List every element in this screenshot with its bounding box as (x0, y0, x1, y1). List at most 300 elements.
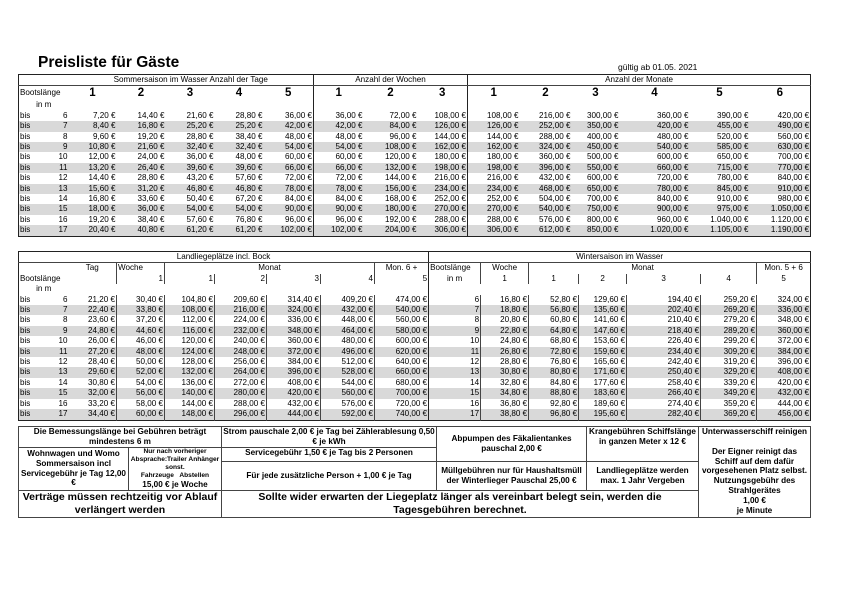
table-row (19, 132, 811, 142)
price-cell: 76,80 € (529, 357, 579, 367)
winter-length-unit: in m (429, 274, 481, 284)
price-cell: 32,00 € (69, 388, 117, 398)
row-prefix: bis (19, 163, 39, 173)
price-cell: 10,80 € (69, 142, 117, 152)
note-eigner-unit: je Minute (736, 505, 773, 515)
price-cell: 38,40 € (137, 214, 165, 224)
price-cell: 700,00 € (586, 194, 619, 204)
col-day-2: 2 (137, 87, 145, 100)
price-cell: 21,60 € (186, 110, 214, 120)
price-cell: 444,00 € (267, 409, 321, 420)
price-cell: 33,60 € (137, 194, 165, 204)
table-row (19, 367, 811, 377)
row-prefix: bis (20, 336, 31, 346)
land-sub-col: 3 (267, 274, 321, 284)
price-cell: 153,60 € (579, 336, 627, 346)
price-cell: 36,00 € (186, 152, 214, 162)
price-cell: 288,00 € (434, 214, 466, 224)
price-cell: 67,20 € (235, 194, 263, 204)
price-cell: 88,80 € (529, 388, 579, 398)
note-kran: Krangebühren Schiffslänge in ganzen Meter x 12 € (587, 427, 699, 462)
row-prefix: bis (20, 152, 31, 162)
price-cell: 540,00 € (520, 204, 572, 214)
price-cell: 28,80 € (186, 131, 214, 141)
price-cell: 528,00 € (321, 367, 375, 377)
price-cell: 52,80 € (529, 295, 579, 305)
price-cell: 372,00 € (267, 347, 321, 357)
price-cell: 198,00 € (418, 163, 468, 173)
price-cell: 900,00 € (620, 204, 690, 214)
summer-days-header: Sommersaison im Wasser Anzahl der Tage (69, 75, 314, 86)
row-length: 9 (429, 326, 481, 336)
price-cell: 202,40 € (627, 305, 701, 315)
table-row (19, 184, 811, 194)
price-cell: 90,00 € (314, 204, 364, 214)
col-month-6: 6 (776, 87, 783, 100)
price-cell: 38,40 € (235, 131, 263, 141)
price-cell: 78,00 € (264, 184, 314, 194)
price-cell: 23,60 € (87, 315, 115, 325)
price-cell: 620,00 € (375, 347, 429, 357)
price-cell: 26,40 € (117, 163, 166, 173)
price-cell: 329,20 € (701, 367, 757, 377)
price-cell: 975,00 € (690, 204, 750, 214)
price-cell: 34,40 € (69, 409, 117, 420)
row-length: 10 (58, 152, 68, 162)
price-cell: 630,00 € (750, 142, 811, 152)
price-cell: 210,40 € (627, 315, 701, 325)
price-cell: 306,00 € (418, 225, 468, 236)
price-cell: 42,00 € (264, 121, 314, 131)
note-landlieger: Landliegeplätze werden max. 1 Jahr Vergeben (587, 462, 699, 490)
price-cell: 216,00 € (468, 173, 520, 183)
price-cell: 144,00 € (165, 399, 215, 409)
price-cell: 700,00 € (777, 152, 810, 162)
winter-month56-header: Mon. 5 + 6 (757, 263, 811, 274)
price-cell: 48,00 € (117, 347, 165, 357)
price-cell: 576,00 € (321, 399, 375, 409)
price-cell: 324,00 € (520, 142, 572, 152)
note-muell: Müllgebühren nur für Haushaltsmüll der Winterlieger Pauschal 25,00 € (437, 462, 587, 490)
winter-sub-col: 1 (481, 274, 529, 284)
price-cell: 256,00 € (215, 357, 267, 367)
col-month-2: 2 (542, 87, 549, 100)
note-bemessung: Die Bemessungslänge bei Gebühren beträgt mindestens 6 m (19, 427, 222, 448)
price-cell: 13,20 € (69, 163, 117, 173)
table-row (19, 163, 811, 173)
price-cell: 60,00 € (117, 409, 165, 420)
row-prefix: bis (19, 347, 39, 357)
price-cell: 1.040,00 € (710, 214, 749, 224)
price-cell: 1.105,00 € (690, 225, 750, 236)
length-unit: in m (36, 100, 52, 110)
price-cell: 289,20 € (701, 326, 757, 336)
price-cell: 432,00 € (321, 305, 375, 315)
price-cell: 124,00 € (165, 347, 215, 357)
price-cell: 496,00 € (321, 347, 375, 357)
price-cell: 252,00 € (434, 194, 466, 204)
price-cell: 61,20 € (166, 225, 215, 236)
row-length: 13 (39, 184, 69, 194)
price-cell: 32,40 € (215, 142, 264, 152)
table-row (19, 357, 811, 367)
row-length: 16 (58, 398, 68, 408)
price-cell: 269,20 € (701, 305, 757, 315)
price-cell: 30,80 € (87, 377, 115, 387)
price-cell: 168,00 € (384, 194, 417, 204)
price-cell: 408,00 € (267, 378, 321, 388)
table-row (19, 399, 811, 409)
price-cell: 46,80 € (166, 184, 215, 194)
price-cell: 980,00 € (777, 194, 810, 204)
winter-sub-col: 3 (627, 274, 701, 284)
price-cell: 52,00 € (117, 367, 165, 377)
price-cell: 195,60 € (579, 409, 627, 420)
price-cell: 20,40 € (69, 225, 117, 236)
note-unterwasser-title: Unterwasserschiff reinigen (701, 427, 808, 436)
price-cell: 360,00 € (538, 152, 571, 162)
price-cell: 480,00 € (321, 336, 375, 346)
price-cell: 339,20 € (701, 378, 757, 388)
price-cell: 288,00 € (538, 131, 571, 141)
row-length: 13 (429, 367, 481, 377)
price-cell: 26,00 € (87, 336, 115, 346)
row-prefix: bis (20, 173, 31, 183)
note-fahrzeuge: Fahrzeuge (140, 471, 174, 479)
price-cell: 270,00 € (418, 204, 468, 214)
price-cell: 770,00 € (750, 163, 811, 173)
row-prefix: bis (19, 367, 39, 377)
price-cell: 432,00 € (757, 388, 811, 398)
price-cell: 116,00 € (165, 326, 215, 336)
row-length: 12 (58, 173, 68, 183)
land-sub-col: 2 (215, 274, 267, 284)
price-cell: 54,00 € (215, 204, 264, 214)
row-prefix: bis (19, 409, 39, 420)
price-cell: 504,00 € (538, 194, 571, 204)
price-cell: 46,00 € (117, 336, 165, 346)
price-cell: 248,00 € (215, 347, 267, 357)
price-cell: 28,80 € (481, 357, 529, 367)
price-cell: 288,00 € (215, 399, 267, 409)
price-cell: 270,00 € (468, 204, 520, 214)
row-prefix: bis (19, 142, 39, 152)
price-cell: 274,40 € (627, 399, 701, 409)
price-cell: 252,00 € (520, 121, 572, 131)
price-cell: 384,00 € (267, 357, 321, 367)
row-length: 11 (39, 347, 69, 357)
row-length: 7 (39, 305, 69, 315)
price-cell: 24,80 € (481, 336, 529, 346)
row-prefix: bis (20, 194, 31, 204)
price-cell: 28,80 € (137, 173, 165, 183)
price-cell: 183,60 € (579, 388, 627, 398)
col-month-4: 4 (651, 87, 658, 100)
note-eigner-text: Der Eigner reinigt das Schiff auf dem dafür vorgesehenen Platz selbst. Nutzungsgebühr des Strahlgerätes (701, 446, 808, 495)
row-length: 6 (62, 294, 68, 304)
price-cell: 348,00 € (757, 315, 811, 325)
row-length: 17 (39, 409, 69, 420)
price-cell: 50,00 € (117, 357, 165, 367)
table-row (19, 409, 811, 420)
price-cell: 800,00 € (586, 214, 619, 224)
table-row (19, 152, 811, 162)
table-row (19, 215, 811, 225)
winter-sub-col: 5 (757, 274, 811, 284)
price-cell: 396,00 € (757, 357, 811, 367)
price-cell: 128,00 € (165, 357, 215, 367)
land-sub-col: 5 (375, 274, 429, 284)
price-cell: 90,00 € (264, 204, 314, 214)
row-length: 15 (39, 388, 69, 398)
row-length: 9 (39, 326, 69, 336)
price-cell: 37,20 € (117, 315, 165, 325)
row-prefix: bis (19, 225, 39, 236)
note-abstellen: Abstellen (179, 471, 210, 479)
row-length: 17 (429, 409, 481, 420)
col-month-5: 5 (716, 87, 723, 100)
price-cell: 19,20 € (137, 131, 165, 141)
price-cell: 324,00 € (267, 305, 321, 315)
row-length: 8 (62, 315, 68, 325)
price-cell: 299,20 € (701, 336, 757, 346)
price-cell: 840,00 € (656, 194, 689, 204)
price-cell: 30,40 € (117, 295, 165, 305)
price-cell: 9,60 € (92, 131, 116, 141)
col-week-1: 1 (314, 86, 364, 101)
price-cell: 180,00 € (364, 204, 418, 214)
price-cell: 232,00 € (215, 326, 267, 336)
price-cell: 280,00 € (215, 388, 267, 398)
price-cell: 96,00 € (284, 214, 312, 224)
price-cell: 16,80 € (481, 295, 529, 305)
price-cell: 96,80 € (529, 409, 579, 420)
price-cell: 720,00 € (656, 173, 689, 183)
price-cell: 72,80 € (529, 347, 579, 357)
price-cell: 148,00 € (165, 409, 215, 420)
row-length: 11 (429, 347, 481, 357)
price-cell: 234,00 € (468, 184, 520, 194)
price-cell: 600,00 € (586, 173, 619, 183)
winter-month-header: Monat (529, 263, 757, 274)
price-cell: 7,20 € (92, 110, 116, 120)
table-row (19, 142, 811, 152)
price-cell: 57,60 € (235, 173, 263, 183)
price-cell: 306,00 € (468, 225, 520, 236)
summer-weeks-header: Anzahl der Wochen (314, 75, 468, 86)
price-cell: 720,00 € (375, 399, 429, 409)
price-cell: 264,00 € (215, 367, 267, 377)
price-cell: 216,00 € (538, 110, 571, 120)
row-prefix: bis (20, 315, 31, 325)
price-cell: 38,80 € (481, 409, 529, 420)
price-cell: 612,00 € (520, 225, 572, 236)
price-cell: 30,80 € (481, 367, 529, 377)
price-cell: 198,00 € (468, 163, 520, 173)
price-cell: 288,00 € (468, 215, 520, 225)
price-cell: 640,00 € (375, 357, 429, 367)
table-row (19, 347, 811, 357)
land-month-header: Monat (165, 263, 375, 274)
land-length-unit: in m (36, 284, 52, 294)
price-cell: 36,00 € (314, 111, 364, 121)
price-cell: 84,00 € (364, 121, 418, 131)
price-cell: 324,00 € (757, 295, 811, 305)
price-cell: 15,60 € (69, 184, 117, 194)
price-cell: 80,80 € (529, 367, 579, 377)
price-cell: 216,00 € (215, 305, 267, 315)
price-cell: 369,20 € (701, 409, 757, 420)
page-title: Preisliste für Gäste (38, 54, 180, 71)
notes-table (18, 426, 811, 518)
price-cell: 420,00 € (777, 110, 810, 120)
price-cell: 234,00 € (418, 184, 468, 194)
price-cell: 28,80 € (235, 110, 263, 120)
price-cell: 1.120,00 € (770, 214, 810, 224)
price-cell: 84,00 € (284, 194, 312, 204)
price-cell: 36,00 € (117, 204, 166, 214)
price-cell: 266,40 € (627, 388, 701, 398)
price-cell: 348,00 € (267, 326, 321, 336)
price-cell: 16,80 € (88, 194, 116, 204)
price-cell: 420,00 € (267, 388, 321, 398)
table-row (19, 378, 811, 388)
table-row (19, 295, 811, 305)
land-month6-header: Mon. 6 + (375, 263, 429, 274)
price-cell: 359,20 € (701, 399, 757, 409)
price-cell: 372,00 € (757, 336, 811, 346)
row-length: 6 (429, 295, 481, 305)
price-cell: 40,80 € (117, 225, 166, 236)
price-cell: 319,20 € (701, 357, 757, 367)
price-cell: 420,00 € (620, 121, 690, 131)
row-prefix: bis (19, 121, 39, 131)
winter-length-label: Bootslänge (429, 263, 481, 274)
row-prefix: bis (19, 388, 39, 398)
price-cell: 56,80 € (529, 305, 579, 315)
land-week-header: Woche (117, 263, 165, 274)
price-cell: 25,20 € (215, 121, 264, 131)
price-cell: 226,40 € (627, 336, 701, 346)
price-cell: 72,00 € (314, 173, 364, 183)
price-cell: 33,20 € (87, 398, 115, 408)
price-cell: 1.190,00 € (750, 225, 811, 236)
price-cell: 54,00 € (314, 142, 364, 152)
land-sub-col: 1 (117, 274, 165, 284)
price-cell: 252,00 € (468, 194, 520, 204)
price-cell: 560,00 € (375, 315, 429, 325)
land-header: Landliegeplätze incl. Bock (19, 252, 429, 263)
price-cell: 36,80 € (481, 399, 529, 409)
price-cell: 259,20 € (701, 295, 757, 305)
price-cell: 144,00 € (384, 173, 417, 183)
price-cell: 159,60 € (579, 347, 627, 357)
price-cell: 194,40 € (627, 295, 701, 305)
price-cell: 156,00 € (364, 184, 418, 194)
row-prefix: bis (19, 326, 39, 336)
price-cell: 700,00 € (375, 388, 429, 398)
price-cell: 432,00 € (538, 173, 571, 183)
winter-week-header: Woche (481, 263, 529, 274)
price-cell: 660,00 € (375, 367, 429, 377)
price-cell: 120,00 € (165, 336, 215, 346)
price-cell: 108,00 € (165, 305, 215, 315)
price-cell: 400,00 € (586, 131, 619, 141)
price-cell: 140,00 € (165, 388, 215, 398)
table-row (19, 173, 811, 183)
price-cell: 60,00 € (314, 152, 364, 162)
price-cell: 242,40 € (627, 357, 701, 367)
price-cell: 21,60 € (117, 142, 166, 152)
land-day-header: Tag (85, 263, 99, 273)
price-cell: 650,00 € (572, 184, 620, 194)
row-prefix: bis (20, 131, 31, 141)
price-cell: 44,60 € (117, 326, 165, 336)
price-cell: 544,00 € (321, 378, 375, 388)
price-cell: 72,00 € (389, 110, 417, 120)
price-cell: 396,00 € (520, 163, 572, 173)
price-cell: 314,40 € (267, 295, 321, 305)
winter-header: Wintersaison im Wasser (429, 252, 811, 263)
row-length: 6 (62, 110, 68, 120)
length-label: Bootslänge (20, 88, 61, 98)
note-anhaenger-text: Nur nach vorheriger Absprache:Trailer Anhänger sonst. (130, 447, 220, 471)
price-cell: 32,40 € (166, 142, 215, 152)
price-cell: 8,40 € (69, 121, 117, 131)
price-cell: 60,80 € (529, 315, 579, 325)
price-cell: 512,00 € (321, 357, 375, 367)
price-cell: 22,80 € (481, 326, 529, 336)
price-cell: 76,80 € (235, 214, 263, 224)
price-cell: 282,40 € (627, 409, 701, 420)
price-cell: 54,00 € (117, 378, 165, 388)
row-length: 15 (39, 204, 69, 214)
price-cell: 108,00 € (364, 142, 418, 152)
price-cell: 56,00 € (117, 388, 165, 398)
price-cell: 12,00 € (88, 152, 116, 162)
price-cell: 234,40 € (627, 347, 701, 357)
price-cell: 144,00 € (468, 132, 520, 142)
note-eigner-price: 1,00 € (743, 495, 766, 505)
col-day-4: 4 (235, 87, 243, 100)
price-cell: 19,20 € (88, 214, 116, 224)
note-anhaenger-price: 15,00 € je Woche (142, 479, 208, 489)
price-cell: 600,00 € (375, 336, 429, 346)
price-cell: 102,00 € (314, 225, 364, 236)
note-anhaenger (129, 447, 222, 490)
price-cell: 136,00 € (165, 378, 215, 388)
price-cell: 520,00 € (716, 131, 749, 141)
note-strom: Strom pauschale 2,00 € je Tag bei Zählerablesung 0,50 € je kWh (223, 427, 435, 446)
price-cell: 750,00 € (572, 204, 620, 214)
price-cell: 910,00 € (750, 184, 811, 194)
price-cell: 108,00 € (434, 110, 466, 120)
price-cell: 600,00 € (656, 152, 689, 162)
price-cell: 141,60 € (579, 315, 627, 325)
row-length: 14 (58, 194, 68, 204)
price-cell: 165,60 € (579, 357, 627, 367)
price-cell: 680,00 € (375, 378, 429, 388)
price-cell: 129,60 € (579, 295, 627, 305)
col-month-3: 3 (592, 87, 599, 100)
note-abpumpen: Abpumpen des Fäkalientankes pauschal 2,00 € (437, 427, 587, 462)
price-cell: 26,80 € (481, 347, 529, 357)
row-length: 10 (58, 336, 68, 346)
price-cell: 409,20 € (321, 295, 375, 305)
price-cell: 18,00 € (69, 204, 117, 214)
price-cell: 135,60 € (579, 305, 627, 315)
row-prefix: bis (20, 377, 31, 387)
